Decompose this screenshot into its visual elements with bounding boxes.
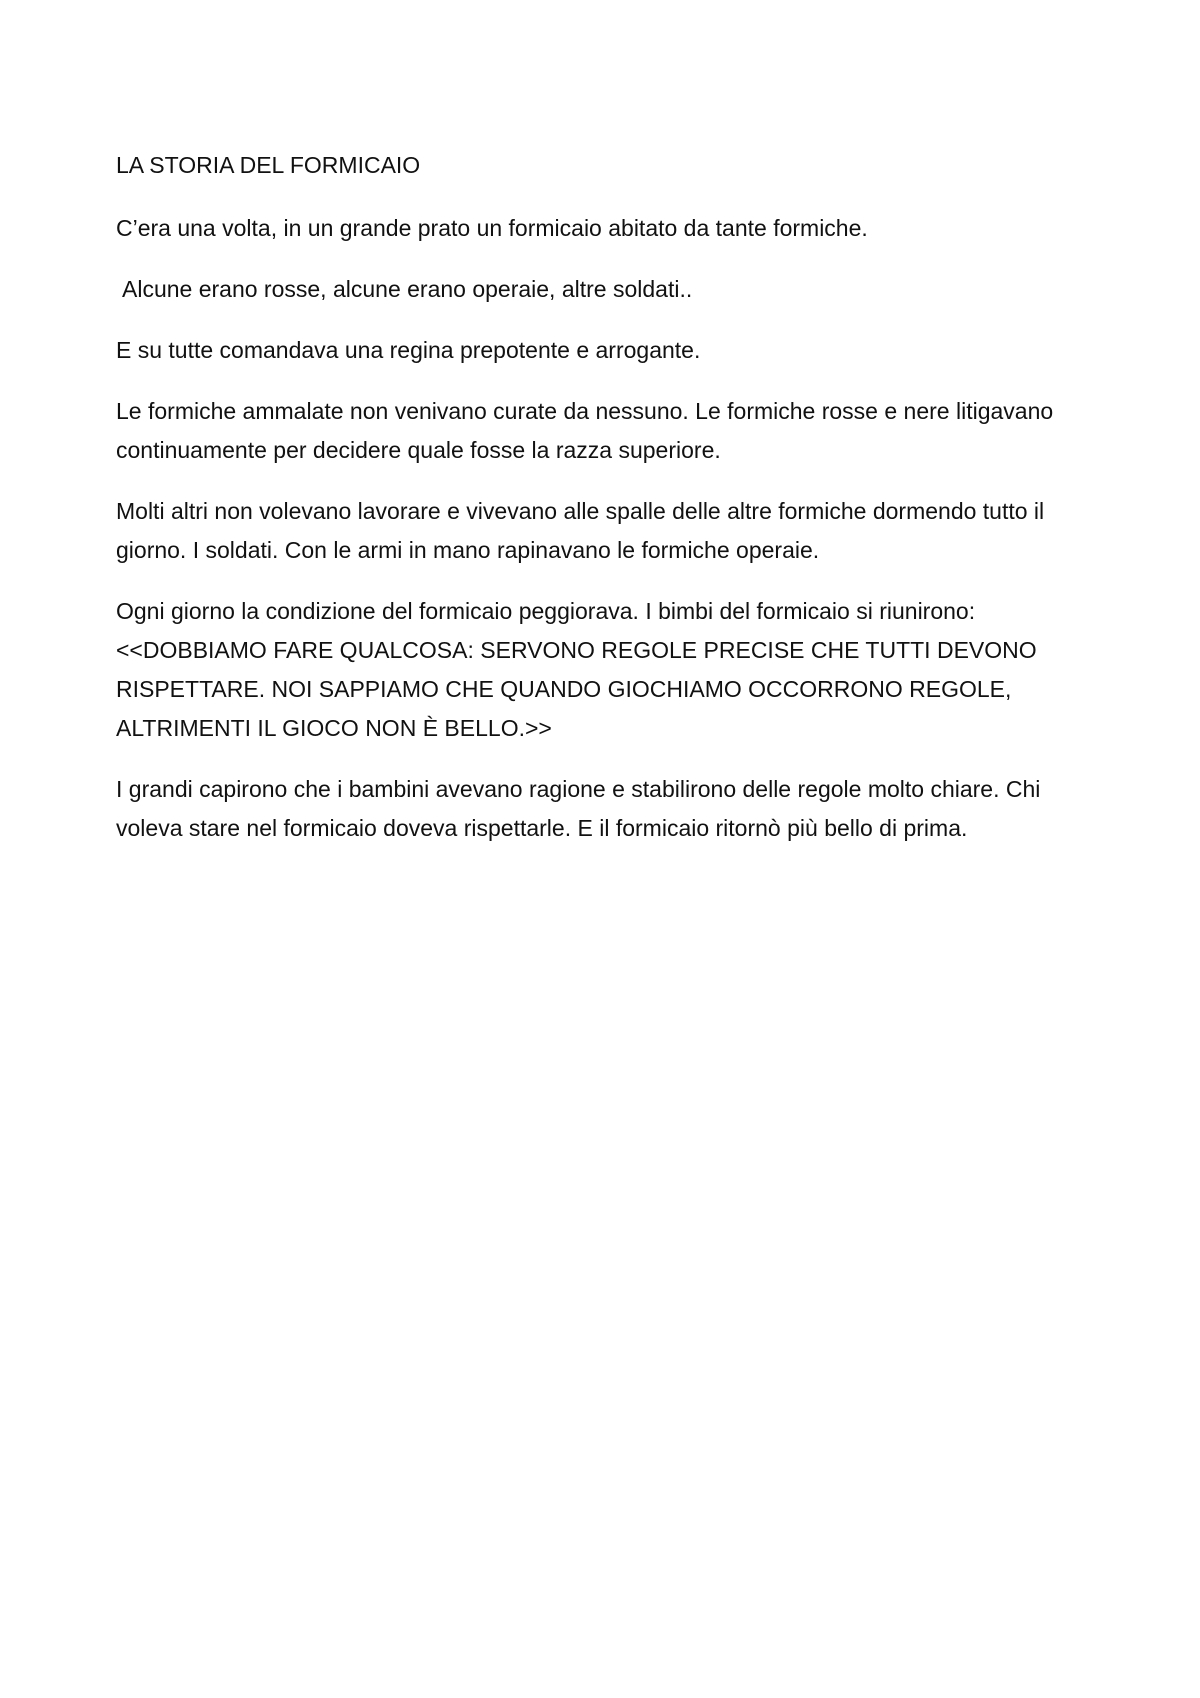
paragraph-6: Ogni giorno la condizione del formicaio peggiorava. I bimbi del formicaio si riunirono: <<DOBBIAMO FARE QUALCOSA: SERVONO REGOLE PRECISE CHE TUTTI DEVONO RISPETTARE. NOI SAPPIAMO CHE QUANDO GIOCHIAMO OCCORRONO REGOLE, ALTRIMENTI IL GIOCO NON È BELLO.>> bbox=[116, 598, 1037, 741]
paragraph-5: Molti altri non volevano lavorare e vivevano alle spalle delle altre formiche dormendo tutto il giorno. I soldati. Con le armi in mano rapinavano le formiche operaie. bbox=[116, 498, 1045, 563]
document-title: LA STORIA DEL FORMICAIO bbox=[116, 152, 421, 178]
paragraph-2: Alcune erano rosse, alcune erano operaie, altre soldati.. bbox=[122, 276, 693, 302]
paragraph-7: I grandi capirono che i bambini avevano ragione e stabilirono delle regole molto chiare. Chi voleva stare nel formicaio doveva rispettarle. E il formicaio ritornò più bello di prima. bbox=[116, 776, 1041, 841]
paragraph-4: Le formiche ammalate non venivano curate da nessuno. Le formiche rosse e nere litigavano continuamente per decidere quale fosse la razza superiore. bbox=[116, 398, 1054, 463]
paragraph-1: C’era una volta, in un grande prato un formicaio abitato da tante formiche. bbox=[116, 215, 868, 241]
document-body bbox=[116, 146, 1076, 870]
paragraph-3: E su tutte comandava una regina prepotente e arrogante. bbox=[116, 337, 701, 363]
